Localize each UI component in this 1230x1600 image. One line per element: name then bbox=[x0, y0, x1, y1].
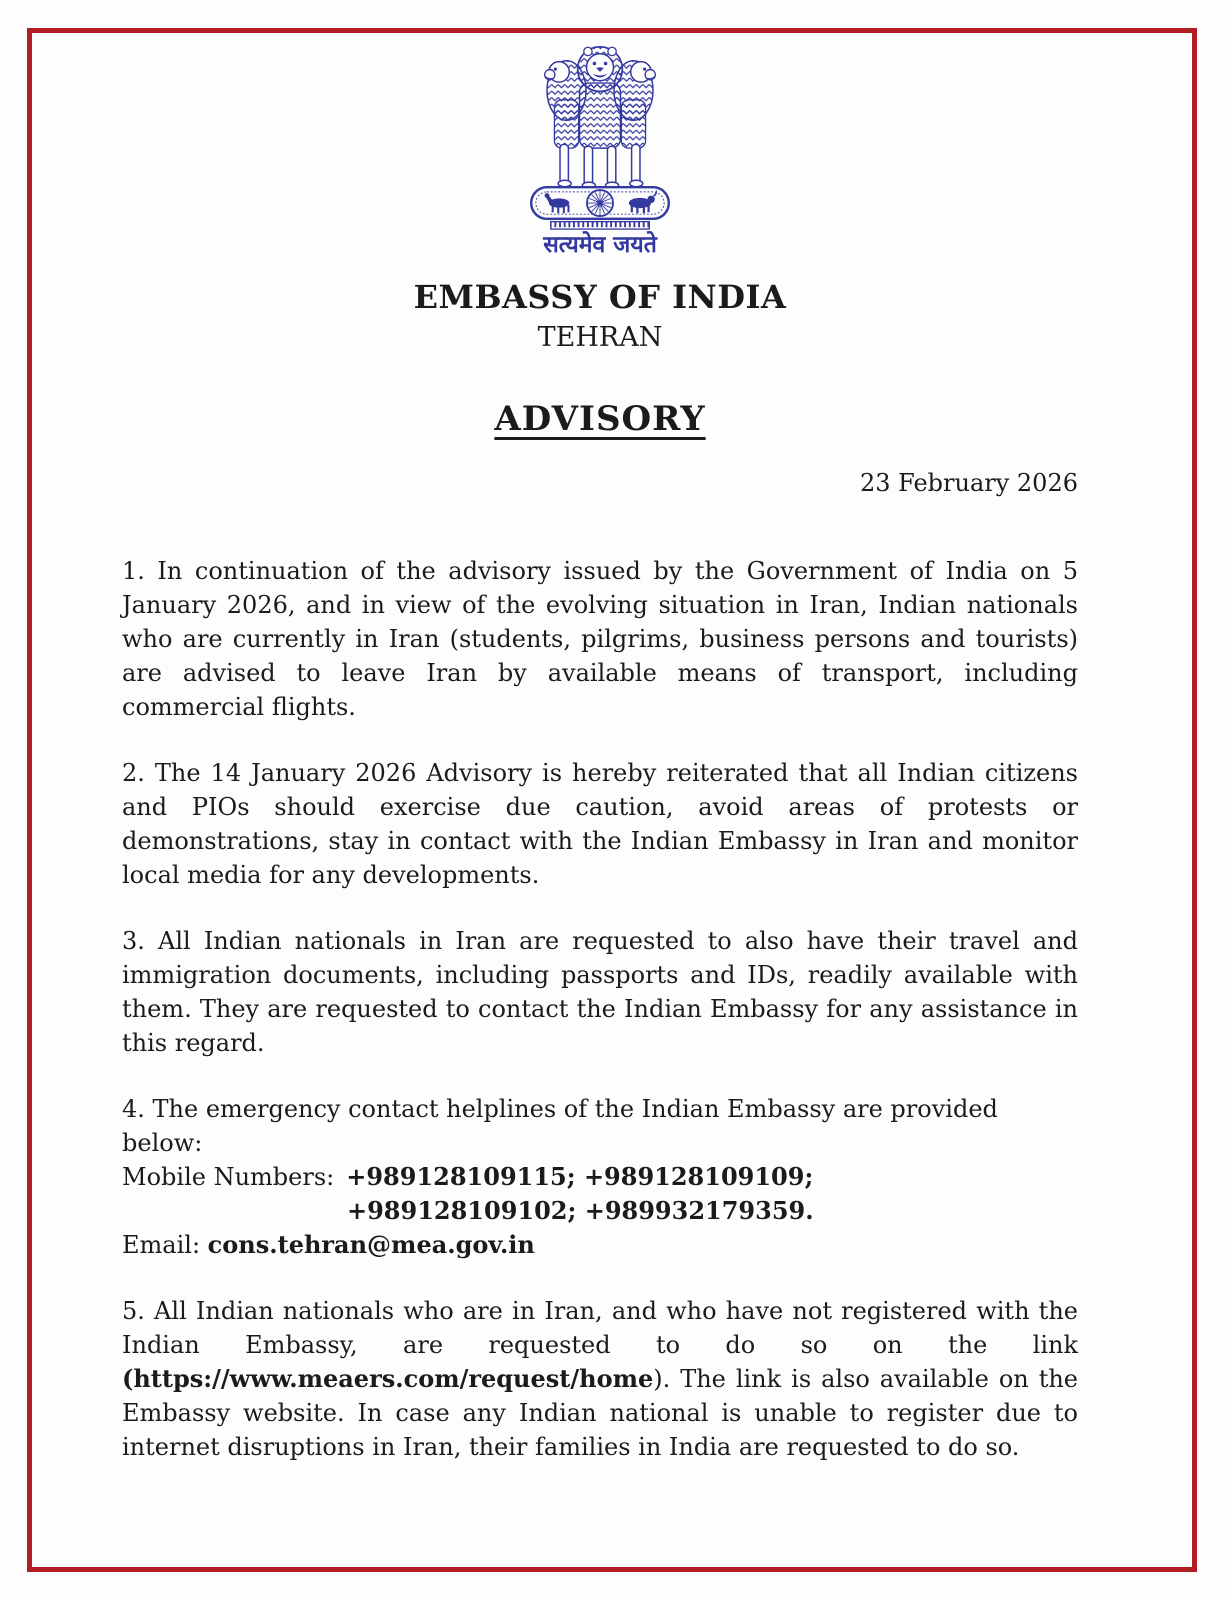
mobile-numbers-line1: +989128109115; +989128109109; bbox=[346, 1162, 814, 1191]
paragraph-4-contacts bbox=[122, 1092, 1078, 1262]
email-label: Email: bbox=[122, 1231, 201, 1259]
organization-location: TEHRAN bbox=[537, 322, 663, 353]
paragraph-2: 2. The 14 January 2026 Advisory is hereby reiterated that all Indian citizens and PIOs should exercise due caution, avoid areas of protests or demonstrations, stay in contact with the Indian Embassy in Iran and monitor local media for any developments. bbox=[122, 759, 1078, 889]
email-address: cons.tehran@mea.gov.in bbox=[207, 1230, 535, 1259]
state-emblem-icon bbox=[525, 44, 675, 230]
paragraph-5-post: ). The link is also available on the Embassy website. In case any Indian national is unable to register due to internet disruptions in Iran, their families in India are requested to do so. bbox=[122, 1365, 1078, 1461]
document-title: ADVISORY bbox=[494, 399, 706, 439]
mobile-numbers-label: Mobile Numbers: bbox=[122, 1163, 335, 1191]
contacts-intro: 4. The emergency contact helplines of the Indian Embassy are provided below: bbox=[122, 1095, 998, 1157]
document-date: 23 February 2026 bbox=[859, 469, 1078, 497]
document-title-row bbox=[122, 399, 1078, 439]
organization-name: EMBASSY OF INDIA bbox=[413, 278, 787, 316]
mobile-numbers-line2: +989128109102; +989932179359. bbox=[347, 1196, 814, 1225]
email-row bbox=[122, 1228, 1078, 1262]
paragraph-5 bbox=[122, 1294, 1078, 1464]
paragraph-3: 3. All Indian nationals in Iran are requested to also have their travel and immigration documents, including passports and IDs, readily available with them. They are requested to contact the Indian Embassy for any assistance in this regard. bbox=[122, 927, 1078, 1057]
registration-link: (https://www.meaers.com/request/home bbox=[122, 1364, 654, 1393]
emblem-motto: सत्यमेव जयते bbox=[543, 231, 657, 258]
document-content bbox=[122, 28, 1078, 1464]
paragraph-5-pre: 5. All Indian nationals who are in Iran, and who have not registered with the Indian Embassy, are requested to do so on the link bbox=[122, 1297, 1078, 1359]
paragraph-1: 1. In continuation of the advisory issued by the Government of India on 5 January 2026, and in view of the evolving situation in Iran, Indian nationals who are currently in Iran (students, pilgrims, business persons and tourists) are advised to leave Iran by available means of transport, including commercial flights. bbox=[122, 557, 1078, 721]
mobile-numbers-row bbox=[122, 1160, 1078, 1194]
